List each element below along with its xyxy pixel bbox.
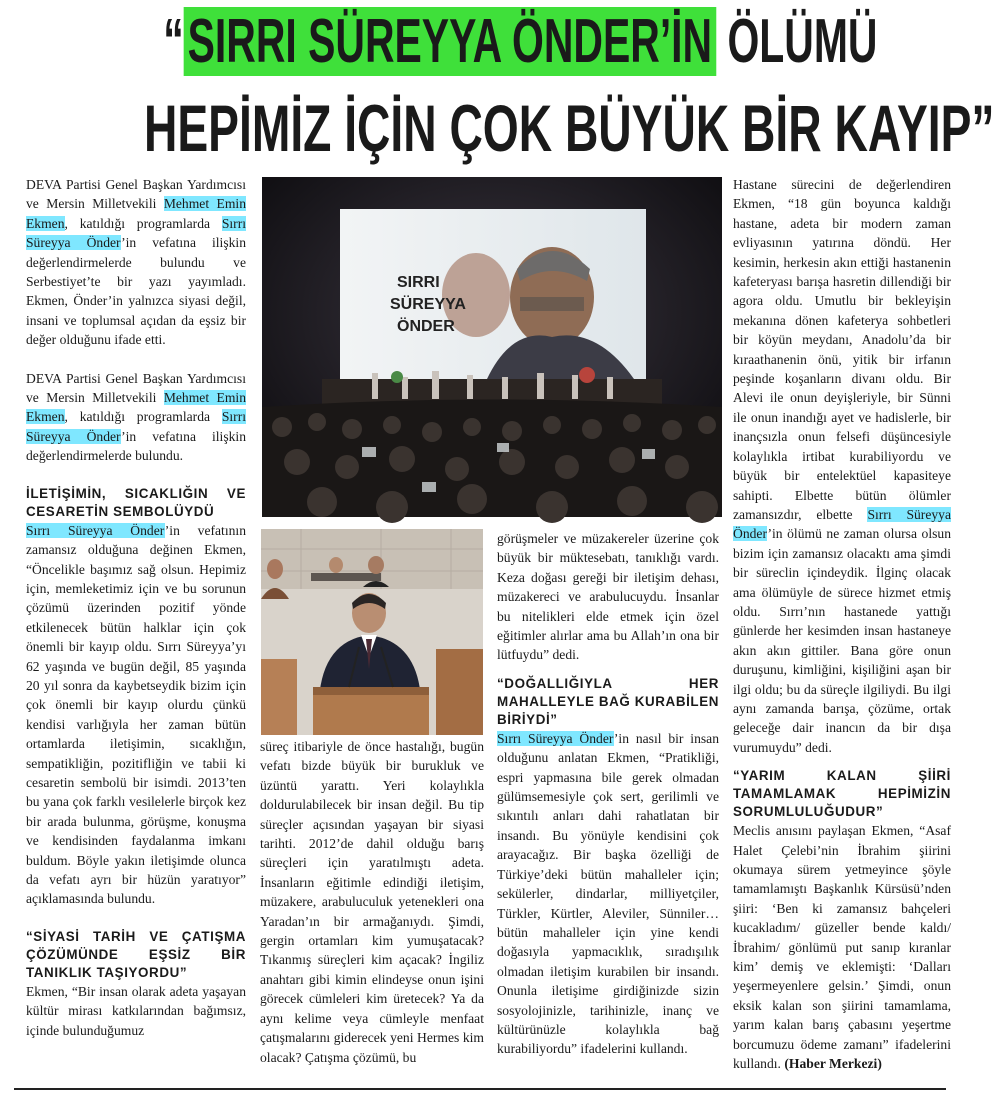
screen-text-line-1: SIRRI: [397, 274, 440, 291]
podium-photo: [261, 529, 483, 735]
headline-line-2-text: HEPİMİZ İÇİN ÇOK BÜYÜK BİR KAYIP: [144, 91, 972, 165]
col3-subheading: “DOĞALLIĞIYLA HER MAHALLEYLE BAĞ KURABİLEN BİRİYDİ”: [497, 675, 719, 727]
main-photo-stage: [262, 177, 722, 517]
col4-paragraph-1: Hastane sürecini de değerlendiren Ekmen, “18 gün boyunca kaldığı hastane, adeta bir modern zaman evliyasının yatırına döndü. Her kesimin, herkesin akın ettiği hastanenin kafeteryası barışa hasretin dillendiği bir agora oldu. Umutlu bir bekleyişin mekanına dönen kafeterya sohbetleri bir köyün meydanı, Anadolu’da bir kıraathanenin önü, yitik bir irfanın peşinde koşanların divanı oldu. Bir Alevi ile onun deyişleriyle, bir Sünni ile onun inandığı ayet ve hadislerle, bir inançsızla onun felsefi düşüncesiyle kolaylıkla irtibat kurabiliyordu ve büyük bir entelektüel kapasiteye sahipti. Elbette bütün ölümler zamansızdır, elbette Sırrı Süreyya Önder’in ölümü ne zaman olursa olsun bizim için zamansız olacaktı ama şimdi bir süreclin içindeydik. İlginç olacak ama ölümüyle de sürece hizmet etmiş oldu. Sırrı’nın hastanede yattığı günlerde her kesimden insan hastaneye akın akın gittiler. Bana göre onun duruşunu, kimliğini, kişiliğini aşan bir ilgi oldu; bu da süreçle ilgiliydi. Bu ilgi aynı zamanda barışa, çözüme, ortak geleceğe dair inancın da bir dışa vurumuydu” dedi.: [733, 177, 951, 755]
name-highlight: Mehmet Emin Ekmen: [26, 390, 246, 425]
screen-text-line-3: ÖNDER: [397, 318, 455, 335]
col3-paragraph-2: Sırrı Süreyya Önder’in nasıl bir insan olduğunu anlatan Ekmen, “Pratikliği, espri yapmasına bile gerek olmadan gülümsemesiyle çok sert, gerilimli ve sıkıntılı anları dahi rahatlatan bir insandı. Bu yönüyle kendisini çok arayacağız. Bir başka özelliği de Türkiye’deki bütün mahalleler için; sekülerler, dindarlar, milliyetçiler, Türkler, Kürtler, Aleviler, Sünniler… bütün mahalleler için yine kendi doğasıyla yapmacıklık, sıradışılık olmadan iletişim kurabilen bir insandı. Onunla iletişime girdiğinizde sizin sosyolojinizle, tarihinizle, inanç ve kültürünüzle kolaylıkla bağ kurabiliyordu” ifadelerini kullandı.: [497, 730, 719, 1057]
headline-line-1: [163, 7, 878, 76]
col1-subheading-2: “SİYASİ TARİH VE ÇATIŞMA ÇÖZÜMÜNDE EŞSİZ BİR TANIKLIK TAŞIYORDU”: [26, 928, 246, 980]
article-column-2: [260, 737, 484, 1067]
name-highlight: Sırrı Süreyya Önder: [733, 506, 951, 542]
col1-paragraph-2: DEVA Partisi Genel Başkan Yardımcısı ve Mersin Milletvekili Mehmet Emin Ekmen, katıldığı programlarda Sırrı Süreyya Önder’in vefatına ilişkin değerlendirmelerde bulundu.: [26, 370, 246, 464]
news-credit: (Haber Merkezi): [784, 1056, 882, 1072]
col1-subheading-1: İLETİŞİMİN, SICAKLIĞIN VE CESARETİN SEMBOLÜYDÜ: [26, 485, 246, 519]
article-column-4: [733, 175, 951, 1073]
headline-line-1-rest: ÖLÜMÜ: [727, 7, 878, 76]
article-column-1: [26, 175, 246, 1040]
article-column-3: [497, 529, 719, 1059]
name-highlight: Sırrı Süreyya Önder: [497, 730, 614, 746]
col4-subheading: “YARIM KALAN ŞİİRİ TAMAMLAMAK HEPİMİZİN SORUMLULUĞUDUR”: [733, 768, 951, 820]
main-photo-image: [262, 177, 722, 517]
col3-paragraph-1: görüşmeler ve müzakereler üzerine çok büyük bir müktesebatı, tanıklığı vardı. Keza doğası gereği bir iletişim dehası, müzakereci ve arabulucuydu. İnsanlar bu nitelikleri elde etmek için özel eğitimler alırlar ama bu Allah’ın ona bir lütfuydu” dedi.: [497, 531, 719, 663]
name-highlight: Sırrı Süreyya Önder: [26, 522, 165, 538]
headline-open-quote: “: [163, 7, 184, 76]
name-highlight: Sırrı Süreyya Önder: [26, 409, 246, 444]
col1-paragraph-3: Sırrı Süreyya Önder’in vefatının zamansız olduğuna değinen Ekmen, “Öncelikle başımız sağ olsun. Hepimiz için, memleketimiz için ve bu sorunun çözümü üzerinden pozitif yönde etkilenecek bütün halklar için çok önemli bir kayıp oldu. Sırrı Süreyya’yı 62 yaşında ve bugün değil, 85 yaşında 20 yıl sonra da kaybetseydik bizim için çok önemli bir kayıp olurdu çünkü kendisi varlığıyla her zaman bütün ortamlarda iletişimin, sıcaklığın, sempatikliğin, pozitifliğin ve tabii ki cesaretin sembolü bir isimdi. 2013’ten bu yana çok farklı vesilelerle birçok kez bir arada bulunma, görüşme, konuşma ve kendisinden faydalanma imkanı buldum. Böyle yakın iletişimde olunca da vefatı ayrı bir hüzün yaratıyor” açıklamasında bulundu.: [26, 522, 246, 907]
col1-paragraph-4: Ekmen, “Bir insan olarak adeta yaşayan kültür mirası katkılarından bağımsız, içinde bulunduğumuz: [26, 983, 246, 1038]
col2-paragraph-1: süreç itibariyle de önce hastalığı, bugün vefatı bizde büyük bir burukluk ve üzüntü yarattı. Yeri kolaylıkla doldurulabilecek bir insan değil. Bu tip süreçler açısından yaşayan bir siyasi tarihti. 2012’de dahil olduğu barış süreçleri için yaratılmıştı adeta. İnsanların eğitimle edindiği iletişim, müzakere, arabuluculuk yetenekleri ona Yaradan’ın bir armağanıydı. Şimdi, gergin ortamları kim yumuşatacak? Tıkanmış süreçleri kim açacak? İngiliz anahtarı gibi kimin elindeyse onun işini görecek cümleleri kim üretecek? Ya da aynı kelime veya cümleyle menfaat çatışmalarını giderecek yeni Hermes kim olacak? Çatışma çözümü, bu: [260, 739, 484, 1065]
screen-text-line-2: SÜREYYA: [390, 296, 466, 313]
headline-highlighted-name: SIRRI SÜREYYA ÖNDER’İN: [184, 7, 716, 76]
name-highlight: Mehmet Emin Ekmen: [26, 196, 246, 231]
headline-close-quote: ”: [971, 91, 995, 165]
headline-line-2: [144, 91, 995, 165]
col4-paragraph-2: Meclis anısını paylaşan Ekmen, “Asaf Halet Çelebi’nin İbrahim şiirini okumaya sürem yetmeyince şöyle tamamlamıştı Başkanlık Kürsüsü’nden şiiri: ‘Ben ki zamansız bahçeleri kucakladım/ güzeller bende kaldı/ İbrahim/ gönlümü put sanıp kıranlar kim’ demiş ve eklemişti: ‘Dalları yeşermeyenlere gelsin.’ Şimdi, onun eksik kalan son şiirini tamamlama, yarım kalan barış çabasını yeşertme borcumuzu ödeme zamanı” ifadelerini kullandı. (Haber Merkezi): [733, 823, 951, 1072]
col1-paragraph-1: DEVA Partisi Genel Başkan Yardımcısı ve Mersin Milletvekili Mehmet Emin Ekmen, katıldığı programlarda Sırrı Süreyya Önder’in vefatına ilişkin değerlendirmelerde bulundu ve Serbestiyet’te bir yazı yayımladı. Ekmen, Önder’in yalnızca siyasi değil, insani ve toplumsal açıdan da eşsiz bir değer olduğunu ifade etti.: [26, 177, 246, 348]
name-highlight: Sırrı Süreyya Önder: [26, 215, 246, 251]
podium-photo-image: [261, 529, 483, 735]
bottom-rule: [14, 1088, 946, 1090]
